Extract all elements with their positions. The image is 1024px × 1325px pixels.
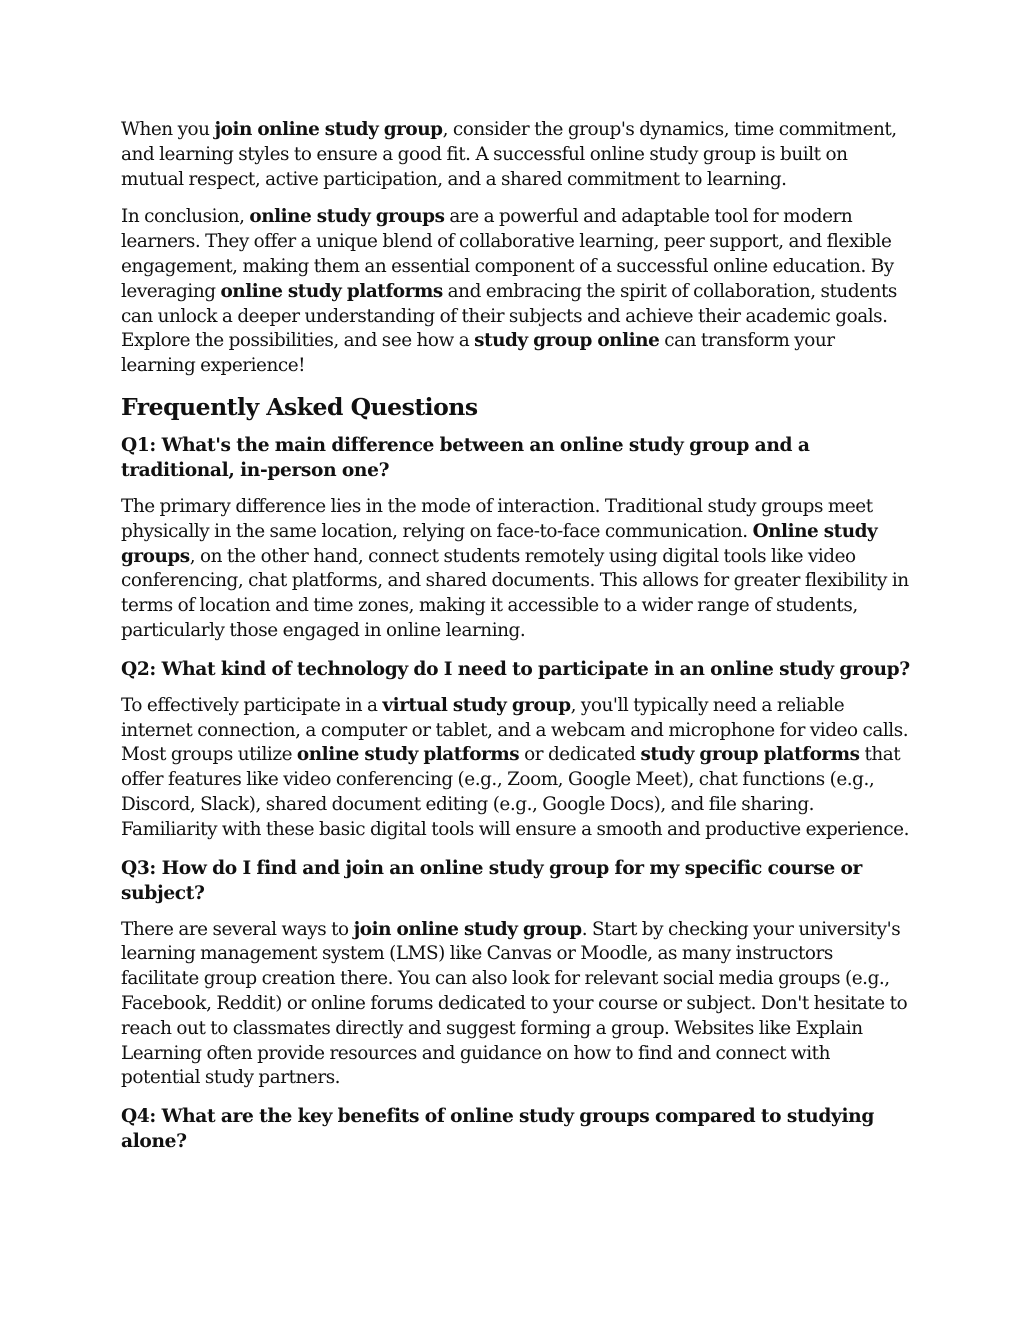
- text-segment: There are several ways to: [121, 918, 354, 940]
- text-segment: can transform your learning experience!: [121, 330, 835, 377]
- intro-paragraph: [121, 118, 911, 192]
- text-segment: In conclusion,: [121, 206, 250, 228]
- text-segment: To effectively participate in a: [121, 694, 383, 716]
- keyword-bold: online study groups: [249, 206, 445, 228]
- faq-heading: Frequently Asked Questions: [121, 392, 478, 421]
- keyword-bold: join online study group: [353, 918, 582, 940]
- faq-answer: [121, 694, 911, 843]
- keyword-bold: Online study groups: [121, 520, 878, 567]
- text-segment: , you'll typically need a reliable internet connection, a computer or tablet, and a webcam and microphone for video calls. Most groups utilize: [121, 694, 909, 766]
- faq-answer: [121, 495, 911, 644]
- text-segment: that offer features like video conferencing (e.g., Zoom, Google Meet), chat functions (e.g., Discord, Slack), shared document editing (e.g., Google Docs), and file sharing. Familiarity with these basic digital tools will ensure a smooth and productive experience.: [121, 744, 909, 840]
- faq-answer: [121, 918, 911, 1092]
- document-page: [121, 118, 911, 1166]
- faq-question: Q2: What kind of technology do I need to participate in an online study group?: [121, 658, 910, 680]
- text-segment: When you: [121, 119, 215, 140]
- text-segment: , consider the group's dynamics, time commitment, and learning styles to ensure a good fit. A successful online study group is built on mutual respect, active participation, and a shared commitment to learning.: [121, 119, 897, 190]
- text-segment: . Start by checking your university's learning management system (LMS) like Canvas or Moodle, as many instructors facilitate group creation there. You can also look for relevant social media groups (e.g., Facebook, Reddit) or online forums dedicated to your course or subject. Don't hesitate to reach out to classmates directly and suggest forming a group. Websites like Explain Learning often provide resources and guidance on how to find and connect with potential study partners.: [121, 918, 908, 1089]
- conclusion-paragraph: [121, 205, 911, 379]
- faq-question: Q3: How do I find and join an online study group for my specific course or subject?: [121, 857, 862, 904]
- text-segment: , on the other hand, connect students remotely using digital tools like video conferencing, chat platforms, and shared documents. This allows for greater flexibility in terms of location and time zones, making it accessible to a wider range of students, particularly those engaged in online learning.: [121, 545, 909, 641]
- faq-question: Q4: What are the key benefits of online study groups compared to studying alone?: [121, 1106, 874, 1153]
- keyword-bold: online study platforms: [296, 744, 520, 766]
- keyword-bold: study group online: [474, 330, 660, 352]
- keyword-bold: study group platforms: [640, 744, 860, 766]
- text-segment: are a powerful and adaptable tool for modern learners. They offer a unique blend of collaborative learning, peer support, and flexible engagement, making them an essential component of a successful online education. By leveraging: [121, 206, 894, 302]
- keyword-bold: join online study group: [214, 119, 443, 140]
- text-segment: or dedicated: [519, 744, 641, 766]
- keyword-bold: online study platforms: [220, 280, 443, 302]
- keyword-bold: virtual study group: [382, 694, 571, 716]
- text-segment: The primary difference lies in the mode of interaction. Traditional study groups meet physically in the same location, relying on face-to-face communication.: [121, 495, 873, 542]
- faq-question: Q1: What's the main difference between an online study group and a traditional, in-person one?: [121, 434, 810, 481]
- text-segment: and embracing the spirit of collaboration, students can unlock a deeper understanding of their subjects and achieve their academic goals. Explore the possibilities, and see how a: [121, 280, 897, 352]
